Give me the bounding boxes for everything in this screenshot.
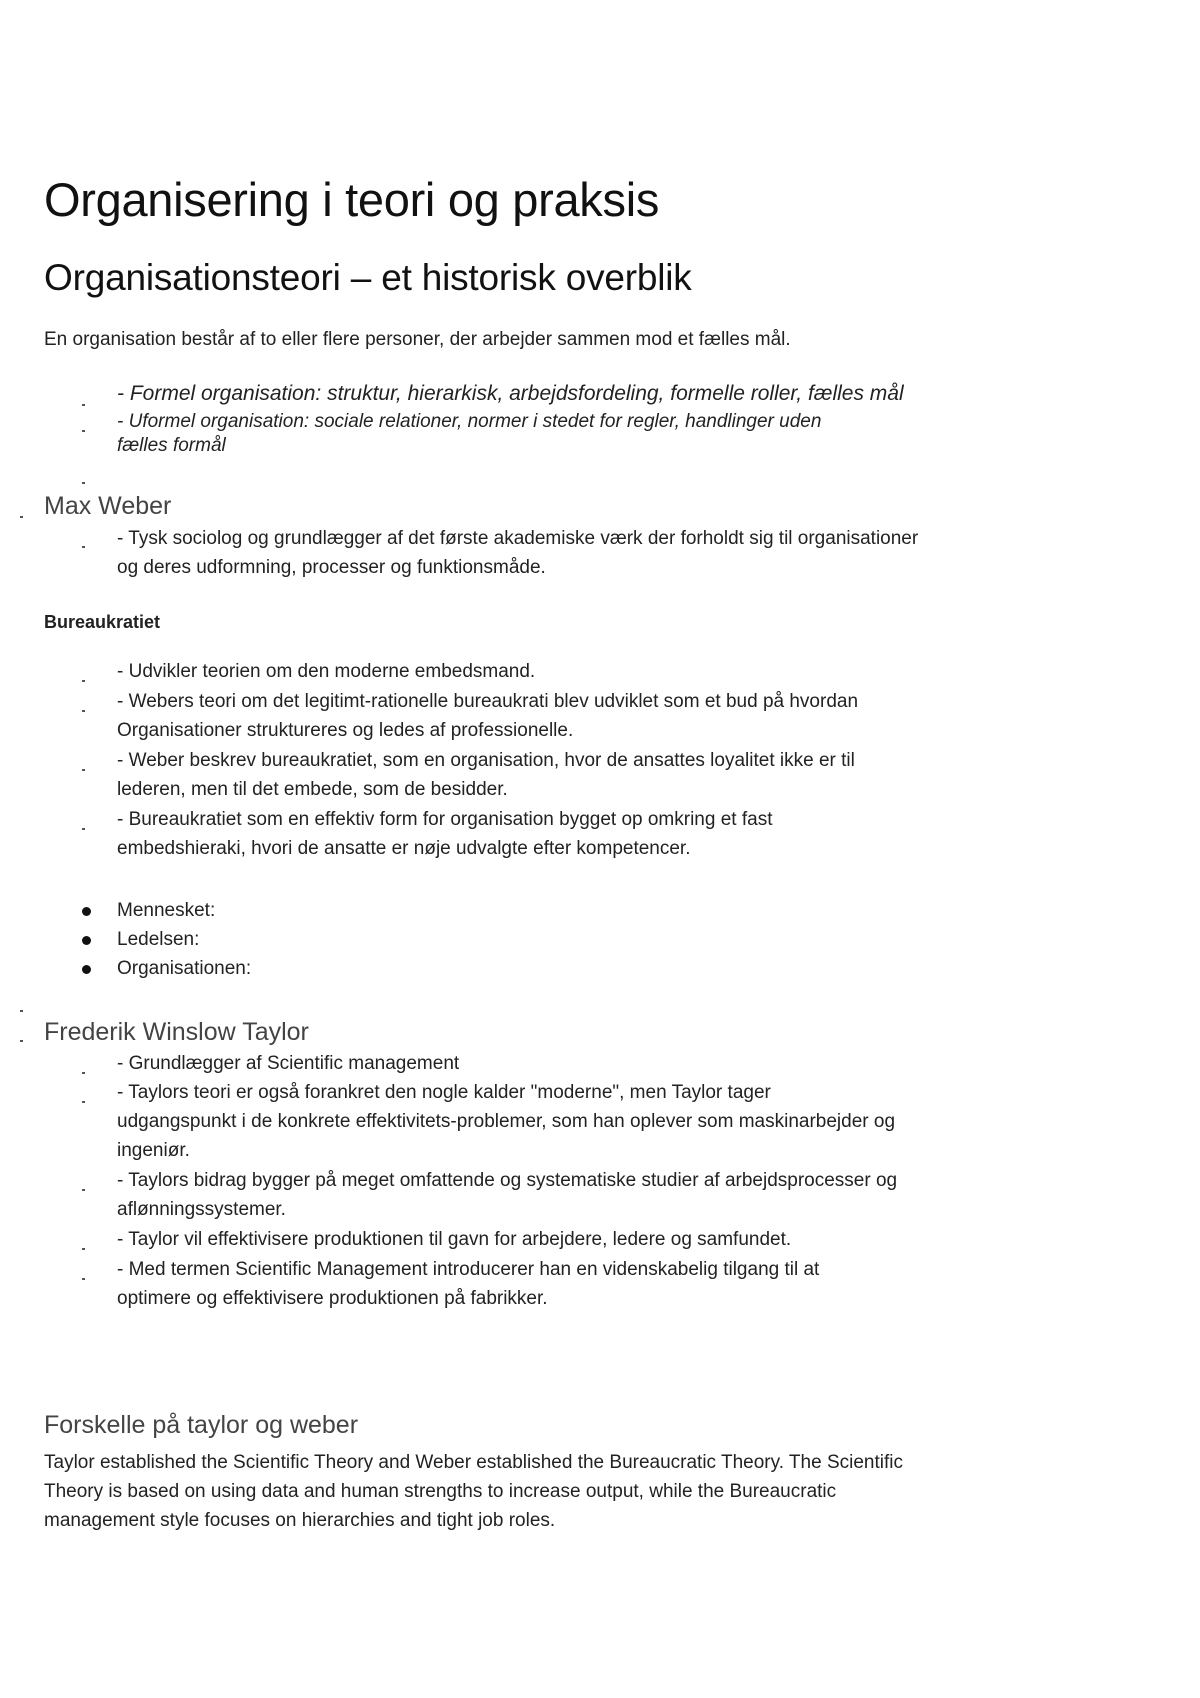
heading-marker — [20, 1040, 23, 1042]
page-subtitle: Organisationsteori – et historisk overblik — [44, 257, 692, 298]
comparison-line: management style focuses on hierarchies and tight job roles. — [44, 1510, 556, 1531]
taylor-line-cont: aflønningssystemer. — [117, 1199, 286, 1220]
taylor-line: - Taylors teori er også forankret den nogle kalder "moderne", men Taylor tager — [117, 1082, 771, 1103]
list-marker — [82, 710, 85, 712]
bullet-point — [82, 965, 91, 974]
list-marker — [82, 769, 85, 771]
bullet-item-ledelsen: Ledelsen: — [117, 929, 200, 950]
list-marker — [82, 828, 85, 830]
comparison-line: Taylor established the Scientific Theory and Weber established the Bureaucratic Theory. The Scientific — [44, 1452, 903, 1473]
bureaukrati-item-cont: embedshieraki, hvori de ansatte er nøje udvalgte efter kompetencer. — [117, 838, 691, 859]
taylor-line-cont: udgangspunkt i de konkrete effektivitets-problemer, som han oplever som maskinarbejder og — [117, 1111, 896, 1132]
taylor-line-cont: optimere og effektivisere produktionen på fabrikker. — [117, 1288, 548, 1309]
bureaukrati-item: - Webers teori om det legitimt-rationelle bureaukrati blev udviklet som et bud på hvordan — [117, 691, 859, 712]
page-title: Organisering i teori og praksis — [44, 173, 660, 226]
bullet-item-mennesket: Mennesket: — [117, 900, 216, 921]
heading-marker — [20, 1010, 23, 1012]
weber-desc-line2: og deres udformning, processer og funktionsmåde. — [117, 557, 546, 578]
list-marker — [82, 404, 85, 406]
list-marker — [82, 1189, 85, 1191]
weber-heading: Max Weber — [44, 492, 172, 520]
list-marker — [82, 546, 85, 548]
list-marker — [82, 1072, 85, 1074]
list-marker — [82, 1101, 85, 1103]
comparison-line: Theory is based on using data and human strengths to increase output, while the Bureaucratic — [44, 1481, 837, 1502]
bureaukrati-item: - Weber beskrev bureaukratiet, som en organisation, hvor de ansattes loyalitet ikke er til — [117, 750, 855, 771]
taylor-heading: Frederik Winslow Taylor — [44, 1018, 309, 1046]
bureaukrati-item: - Udvikler teorien om den moderne embedsmand. — [117, 661, 536, 682]
intro-paragraph: En organisation består af to eller flere personer, der arbejder sammen mod et fælles mål. — [44, 329, 791, 350]
taylor-line: - Grundlægger af Scientific management — [117, 1053, 460, 1074]
comparison-heading: Forskelle på taylor og weber — [44, 1411, 359, 1439]
bureaukrati-heading: Bureaukratiet — [44, 612, 161, 632]
taylor-line: - Taylors bidrag bygger på meget omfattende og systematiske studier af arbejdsprocesser og — [117, 1170, 898, 1191]
bullet-point — [82, 936, 91, 945]
list-marker — [82, 482, 85, 484]
bullet-item-organisationen: Organisationen: — [117, 958, 252, 979]
taylor-line-cont: ingeniør. — [117, 1140, 190, 1161]
list-marker — [82, 430, 85, 432]
taylor-line: - Taylor vil effektivisere produktionen til gavn for arbejdere, ledere og samfundet. — [117, 1229, 792, 1250]
bureaukrati-item-cont: lederen, men til det embede, som de besidder. — [117, 779, 508, 800]
formal-org-item: - Formel organisation: struktur, hierarkisk, arbejdsfordeling, formelle roller, fælles mål — [117, 382, 904, 405]
taylor-line: - Med termen Scientific Management introducerer han en videnskabelig tilgang til at — [117, 1259, 820, 1280]
weber-desc-line1: - Tysk sociolog og grundlægger af det første akademiske værk der forholdt sig til organisationer — [117, 528, 919, 549]
informal-org-item-cont: fælles formål — [117, 435, 226, 456]
heading-marker — [20, 516, 23, 518]
bureaukrati-item-cont: Organisationer struktureres og ledes af professionelle. — [117, 720, 574, 741]
bureaukrati-item: - Bureaukratiet som en effektiv form for organisation bygget op omkring et fast — [117, 809, 773, 830]
list-marker — [82, 1278, 85, 1280]
list-marker — [82, 680, 85, 682]
list-marker — [82, 1248, 85, 1250]
bullet-point — [82, 907, 91, 916]
informal-org-item: - Uformel organisation: sociale relationer, normer i stedet for regler, handlinger uden — [117, 411, 822, 432]
